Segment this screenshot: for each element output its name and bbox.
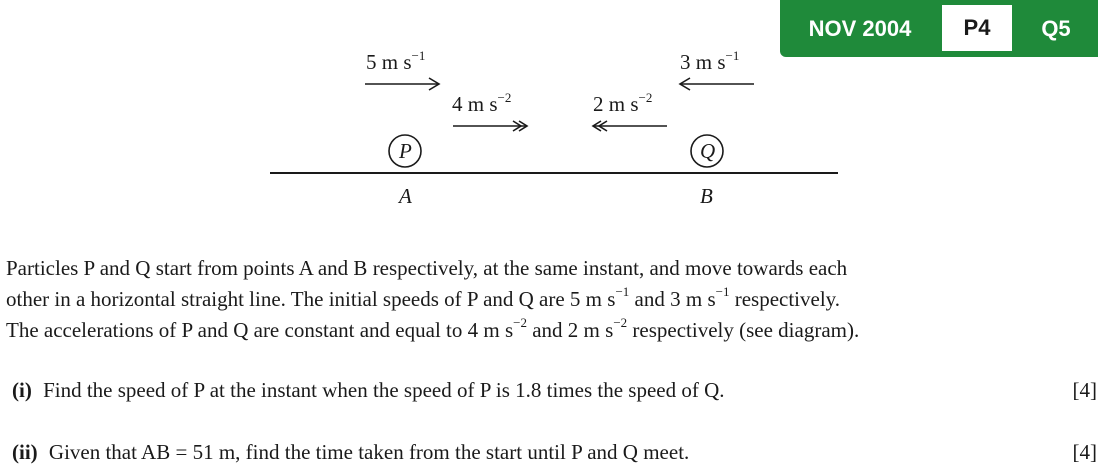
p-velocity-arrow xyxy=(365,78,439,90)
point-a-label: A xyxy=(399,184,412,208)
point-b-label: B xyxy=(700,184,713,208)
marks-label: [4] xyxy=(1072,378,1097,402)
particle-q-label: Q xyxy=(700,139,716,163)
part-text: Find the speed of P at the instant when the speed of P is 1.8 times the speed of Q. xyxy=(43,378,725,402)
p-acceleration-label: 4 m $s^{-2}$ xyxy=(452,90,512,116)
question-number: Q5 xyxy=(1041,16,1071,41)
stem-line-3: The accelerations of P and Q are constant and equal to 4 m $s^{-2}$ and 2 m $s^{-2}$ respectively (see diagram). xyxy=(6,315,860,342)
motion-diagram xyxy=(0,0,1100,230)
question-part-i xyxy=(8,378,1100,403)
question-part-ii xyxy=(8,440,1100,465)
q-speed-label: 3 m $s^{-1}$ xyxy=(680,48,740,74)
part-number: (ii) xyxy=(12,440,38,464)
paper-number: P4 xyxy=(942,5,1012,51)
q-acceleration-label: 2 m $s^{-2}$ xyxy=(593,90,653,116)
question-stem xyxy=(6,253,1098,346)
q-velocity-arrow xyxy=(680,78,754,90)
part-text: Given that AB = 51 m, find the time taken from the start until P and Q meet. xyxy=(48,440,690,464)
p-speed-label: 5 m $s^{-1}$ xyxy=(366,48,426,74)
particle-p-label: P xyxy=(399,139,412,163)
exam-session: NOV 2004 xyxy=(808,16,912,41)
marks-label: [4] xyxy=(1072,440,1097,464)
stem-line-1: Particles P and Q start from points A and B respectively, at the same instant, and move towards each xyxy=(6,256,848,280)
part-number: (i) xyxy=(12,378,32,402)
q-acceleration-arrow xyxy=(593,121,667,131)
diagram-graphics xyxy=(0,0,1100,230)
stem-line-2: other in a horizontal straight line. The initial speeds of P and Q are 5 m $s^{-1}$ and 3 m $s^{-1}$ respectively. xyxy=(6,284,841,311)
p-acceleration-arrow xyxy=(453,121,527,131)
